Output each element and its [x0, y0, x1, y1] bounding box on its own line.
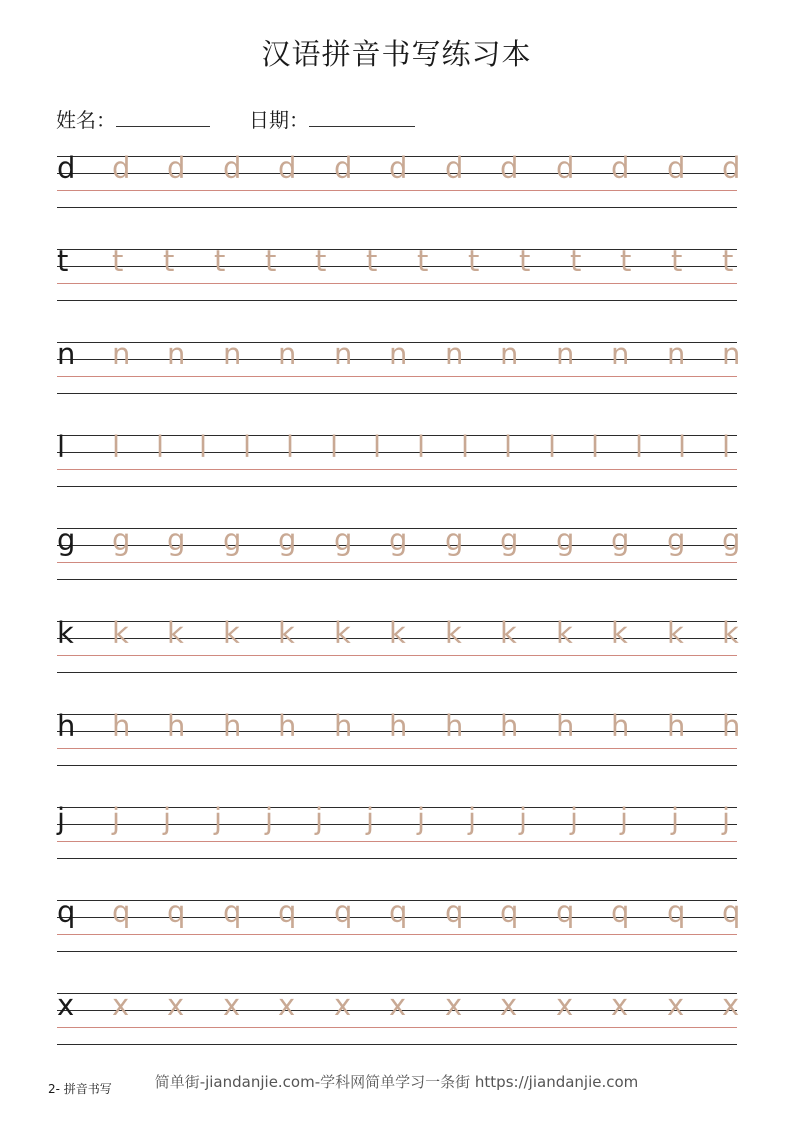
baseline-line [57, 748, 737, 749]
practice-row [57, 244, 737, 303]
trace-letter: g [223, 523, 242, 557]
trace-letter: k [500, 616, 517, 650]
guide-line [57, 300, 737, 301]
trace-letter: n [223, 337, 242, 371]
guide-line [57, 672, 737, 673]
model-letter: t [57, 244, 69, 278]
trace-letter: q [667, 895, 686, 929]
page-label: 2- 拼音书写 [48, 1082, 112, 1096]
trace-letter: l [591, 430, 600, 464]
trace-letter: k [722, 616, 739, 650]
trace-letter: h [611, 709, 630, 743]
trace-letter: x [278, 988, 296, 1022]
trace-letter: q [223, 895, 242, 929]
trace-letter: t [163, 244, 175, 278]
trace-letter: l [417, 430, 426, 464]
trace-letter: g [611, 523, 630, 557]
trace-letter: k [167, 616, 184, 650]
trace-letter: h [445, 709, 464, 743]
trace-letter: h [500, 709, 519, 743]
trace-letter: j [265, 802, 274, 836]
trace-letter: k [445, 616, 462, 650]
trace-letter: h [112, 709, 131, 743]
trace-letter: l [635, 430, 644, 464]
trace-letter: d [112, 151, 131, 185]
trace-letter: x [389, 988, 407, 1022]
watermark-text: 简单街-jiandanjie.com-学科网简单学习一条街 https://jiandanjie.com [154, 1073, 639, 1091]
guide-line [57, 1044, 737, 1045]
model-letter: d [57, 151, 76, 185]
baseline-line [57, 190, 737, 191]
trace-letter: x [611, 988, 629, 1022]
guide-line [57, 207, 737, 208]
trace-letter: k [556, 616, 573, 650]
trace-letter: t [214, 244, 226, 278]
trace-letter: h [278, 709, 297, 743]
trace-letter: x [167, 988, 185, 1022]
trace-letter: q [556, 895, 575, 929]
guide-line [57, 765, 737, 766]
trace-letter: k [389, 616, 406, 650]
trace-letter: l [461, 430, 470, 464]
trace-letter: k [112, 616, 129, 650]
trace-letter: q [112, 895, 131, 929]
name-field[interactable] [56, 104, 210, 133]
trace-letter: q [389, 895, 408, 929]
practice-row [57, 523, 741, 582]
baseline-line [57, 283, 737, 284]
practice-row [57, 988, 740, 1047]
guide-line [57, 858, 737, 859]
trace-letter: d [167, 151, 186, 185]
practice-row [57, 895, 741, 954]
trace-letter: n [500, 337, 519, 371]
trace-letter: h [389, 709, 408, 743]
practice-row [57, 802, 737, 861]
trace-letter: t [417, 244, 429, 278]
trace-letter: t [519, 244, 531, 278]
trace-letter: j [671, 802, 680, 836]
trace-letter: d [722, 151, 741, 185]
date-field[interactable] [249, 104, 415, 133]
trace-letter: l [678, 430, 687, 464]
trace-letter: d [556, 151, 575, 185]
trace-letter: g [334, 523, 353, 557]
guide-line [57, 249, 737, 250]
trace-letter: t [468, 244, 480, 278]
trace-letter: d [334, 151, 353, 185]
trace-letter: g [667, 523, 686, 557]
trace-letter: g [278, 523, 297, 557]
model-letter: k [57, 616, 74, 650]
trace-letter: k [334, 616, 351, 650]
trace-letter: h [334, 709, 353, 743]
trace-letter: g [556, 523, 575, 557]
trace-letter: h [722, 709, 741, 743]
trace-letter: x [334, 988, 352, 1022]
trace-letter: t [366, 244, 378, 278]
guide-line [57, 486, 737, 487]
trace-letter: n [334, 337, 353, 371]
trace-letter: x [722, 988, 740, 1022]
trace-letter: h [556, 709, 575, 743]
trace-letter: d [223, 151, 242, 185]
trace-letter: g [445, 523, 464, 557]
trace-letter: k [667, 616, 684, 650]
trace-letter: l [504, 430, 513, 464]
trace-letter: l [156, 430, 165, 464]
model-letter: g [57, 523, 76, 557]
trace-letter: k [611, 616, 628, 650]
trace-letter: x [223, 988, 241, 1022]
trace-letter: n [112, 337, 131, 371]
trace-letter: q [334, 895, 353, 929]
date-label: 日期： [249, 108, 309, 132]
trace-letter: g [112, 523, 131, 557]
trace-letter: j [163, 802, 172, 836]
practice-row [57, 151, 741, 210]
trace-letter: n [167, 337, 186, 371]
guide-line [57, 579, 737, 580]
guide-line [57, 951, 737, 952]
page-title: 汉语拼音书写练习本 [261, 37, 532, 71]
trace-letter: j [366, 802, 375, 836]
trace-letter: d [667, 151, 686, 185]
guide-line [57, 824, 737, 825]
name-label: 姓名： [56, 108, 116, 132]
trace-letter: l [243, 430, 252, 464]
baseline-line [57, 562, 737, 563]
trace-letter: q [500, 895, 519, 929]
trace-letter: l [112, 430, 121, 464]
model-letter: l [57, 430, 66, 464]
trace-letter: t [722, 244, 734, 278]
practice-row [57, 616, 739, 675]
baseline-line [57, 655, 737, 656]
trace-letter: q [722, 895, 741, 929]
trace-letter: n [389, 337, 408, 371]
trace-letter: t [315, 244, 327, 278]
trace-letter: t [671, 244, 683, 278]
model-letter: j [57, 802, 66, 836]
trace-letter: n [556, 337, 575, 371]
trace-letter: t [570, 244, 582, 278]
trace-letter: d [389, 151, 408, 185]
baseline-line [57, 841, 737, 842]
trace-letter: q [167, 895, 186, 929]
trace-letter: n [722, 337, 741, 371]
trace-letter: h [167, 709, 186, 743]
trace-letter: j [112, 802, 121, 836]
trace-letter: l [722, 430, 731, 464]
guide-line [57, 393, 737, 394]
model-letter: x [57, 988, 75, 1022]
trace-letter: k [223, 616, 240, 650]
model-letter: n [57, 337, 76, 371]
trace-letter: l [548, 430, 557, 464]
trace-letter: x [500, 988, 518, 1022]
trace-letter: h [223, 709, 242, 743]
trace-letter: n [445, 337, 464, 371]
practice-row [57, 709, 741, 768]
baseline-line [57, 469, 737, 470]
name-blank[interactable] [116, 108, 210, 127]
trace-letter: j [570, 802, 579, 836]
practice-row [57, 430, 737, 489]
trace-letter: x [556, 988, 574, 1022]
trace-letter: g [722, 523, 741, 557]
trace-letter: g [389, 523, 408, 557]
trace-letter: h [667, 709, 686, 743]
trace-letter: j [468, 802, 477, 836]
trace-letter: j [722, 802, 731, 836]
baseline-line [57, 1027, 737, 1028]
trace-letter: l [286, 430, 295, 464]
trace-letter: t [265, 244, 277, 278]
trace-letter: n [667, 337, 686, 371]
trace-letter: n [611, 337, 630, 371]
trace-letter: x [445, 988, 463, 1022]
trace-letter: j [519, 802, 528, 836]
trace-letter: j [214, 802, 223, 836]
trace-letter: d [278, 151, 297, 185]
trace-letter: x [667, 988, 685, 1022]
guide-line [57, 807, 737, 808]
date-blank[interactable] [309, 108, 415, 127]
trace-letter: d [500, 151, 519, 185]
trace-letter: d [611, 151, 630, 185]
guide-line [57, 266, 737, 267]
trace-letter: g [500, 523, 519, 557]
trace-letter: n [278, 337, 297, 371]
trace-letter: j [417, 802, 426, 836]
trace-letter: x [112, 988, 130, 1022]
trace-letter: l [330, 430, 339, 464]
trace-letter: j [315, 802, 324, 836]
trace-letter: l [199, 430, 208, 464]
trace-letter: d [445, 151, 464, 185]
trace-letter: t [620, 244, 632, 278]
trace-letter: l [373, 430, 382, 464]
trace-letter: j [620, 802, 629, 836]
trace-letter: q [445, 895, 464, 929]
trace-letter: g [167, 523, 186, 557]
trace-letter: t [112, 244, 124, 278]
model-letter: q [57, 895, 76, 929]
trace-letter: k [278, 616, 295, 650]
baseline-line [57, 376, 737, 377]
trace-letter: q [278, 895, 297, 929]
model-letter: h [57, 709, 76, 743]
trace-letter: q [611, 895, 630, 929]
baseline-line [57, 934, 737, 935]
practice-row [57, 337, 741, 396]
